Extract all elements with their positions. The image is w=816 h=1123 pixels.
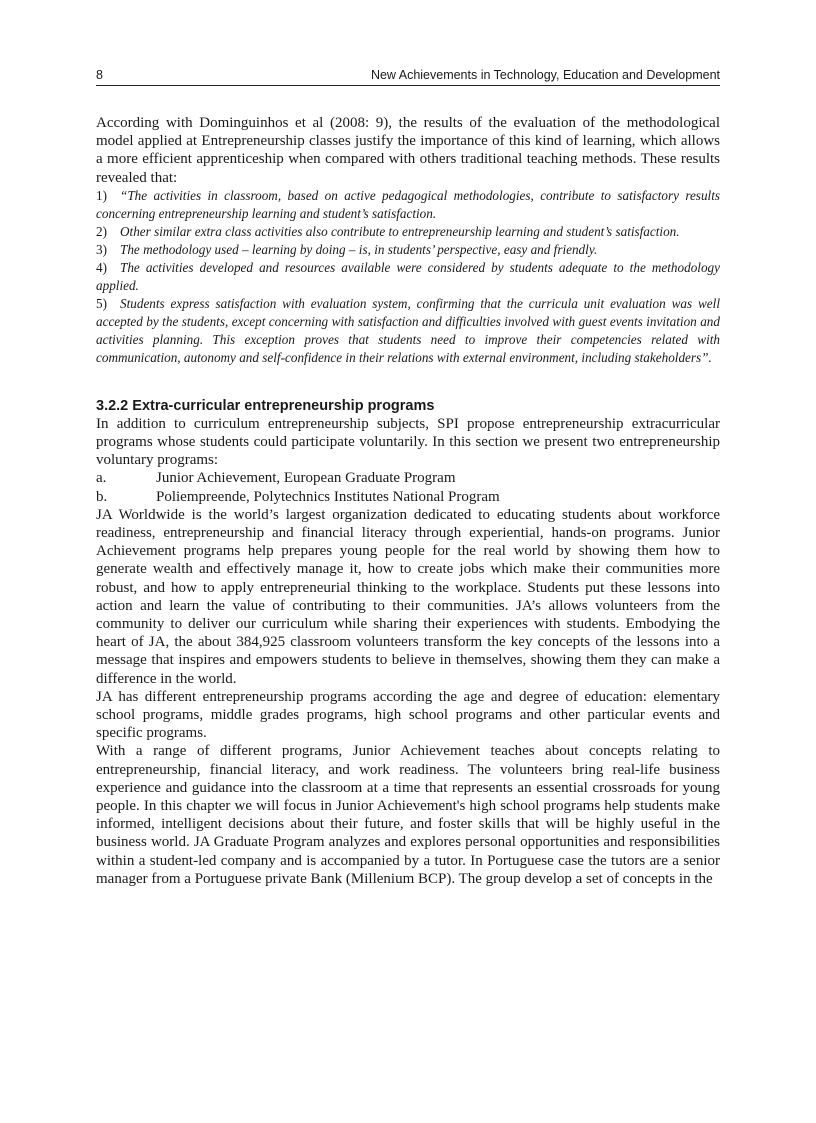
quote-item xyxy=(96,223,720,241)
quote-list xyxy=(96,187,720,367)
book-title: New Achievements in Technology, Education and Development xyxy=(370,68,720,82)
running-header xyxy=(96,68,720,86)
list-item xyxy=(96,488,720,506)
quote-item xyxy=(96,259,720,295)
section-intro: In addition to curriculum entrepreneurship subjects, SPI propose entrepreneurship extracurricular programs whose students could participate voluntarily. In this section we present two entrepreneurship voluntary programs: xyxy=(96,415,720,469)
quote-text: Other similar extra class activities also contribute to entrepreneurship learning and student’s satisfaction. xyxy=(120,223,680,239)
quote-number: 1) xyxy=(96,187,107,203)
quote-text: “The activities in classroom, based on active pedagogical methodologies, contribute to satisfactory results concerning entrepreneurship learning and student’s satisfaction. xyxy=(96,187,720,221)
quote-text: The activities developed and resources available were considered by students adequate to the methodology applied. xyxy=(96,259,720,293)
page-number: 8 xyxy=(96,68,103,82)
body-paragraph: With a range of different programs, Junior Achievement teaches about concepts relating to entrepreneurship, financial literacy, and work readiness. The volunteers bring real-life business experience and guidance into the classroom at a time that represents an essential crossroads for young people. In this chapter we will focus in Junior Achievement's high school programs help students make informed, intelligent decisions about their future, and foster skills that will be highly useful in the business world. JA Graduate Program analyzes and explores personal opportunities and responsibilities within a student-led company and is accompanied by a tutor. In Portuguese case the tutors are a senior manager from a Portuguese private Bank (Millenium BCP). The group develop a set of concepts in the xyxy=(96,743,720,887)
quote-number: 5) xyxy=(96,295,107,311)
quote-text: Students express satisfaction with evaluation system, confirming that the curricula unit evaluation was well accepted by the students, except concerning with satisfaction and difficulties involved with guest events invitation and activities planning. This exception proves that students need to improve their competencies related with communication, autonomy and self-confidence in their relations with external environment, including stakeholders”. xyxy=(96,295,720,365)
quote-number: 4) xyxy=(96,259,107,275)
program-list xyxy=(96,469,720,505)
list-item xyxy=(96,469,720,487)
quote-item xyxy=(96,187,720,223)
quote-number: 2) xyxy=(96,223,107,239)
quote-number: 3) xyxy=(96,241,107,257)
list-text: Junior Achievement, European Graduate Program xyxy=(156,470,456,487)
page xyxy=(96,68,720,888)
list-text: Poliempreende, Polytechnics Institutes National Program xyxy=(156,488,500,505)
list-marker: a. xyxy=(96,470,107,487)
intro-paragraph: According with Dominguinhos et al (2008: 9), the results of the evaluation of the methodological model applied at Entrepreneurship classes justify the importance of this kind of learning, which allows a more efficient apprenticeship when compared with others traditional teaching methods. These results revealed that: xyxy=(96,115,720,186)
list-marker: b. xyxy=(96,488,108,505)
page-content xyxy=(96,114,720,888)
section-heading: 3.2.2 Extra-curricular entrepreneurship programs xyxy=(96,397,435,414)
quote-item xyxy=(96,295,720,367)
quote-text: The methodology used – learning by doing – is, in students’ perspective, easy and friendly. xyxy=(120,241,598,257)
body-paragraph: JA has different entrepreneurship programs according the age and degree of education: elementary school programs, middle grades programs, high school programs and other particular events and specific programs. xyxy=(96,688,720,742)
quote-item xyxy=(96,241,720,259)
body-paragraph: JA Worldwide is the world’s largest organization dedicated to educating students about workforce readiness, entrepreneurship and financial literacy through experiential, hands-on programs. Junior Achievement programs help prepares young people for the real world by showing them how to generate wealth and effectively manage it, how to create jobs which make their communities more robust, and how to apply entrepreneurial thinking to the workplace. Students put these lessons into action and learn the value of contributing to their communities. JA’s allows volunteers from the community to deliver our curriculum while sharing their experiences with students. Embodying the heart of JA, the about 384,925 classroom volunteers transform the key concepts of the lessons into a message that inspires and empowers students to believe in themselves, showing them they can make a difference in the world. xyxy=(96,506,720,687)
